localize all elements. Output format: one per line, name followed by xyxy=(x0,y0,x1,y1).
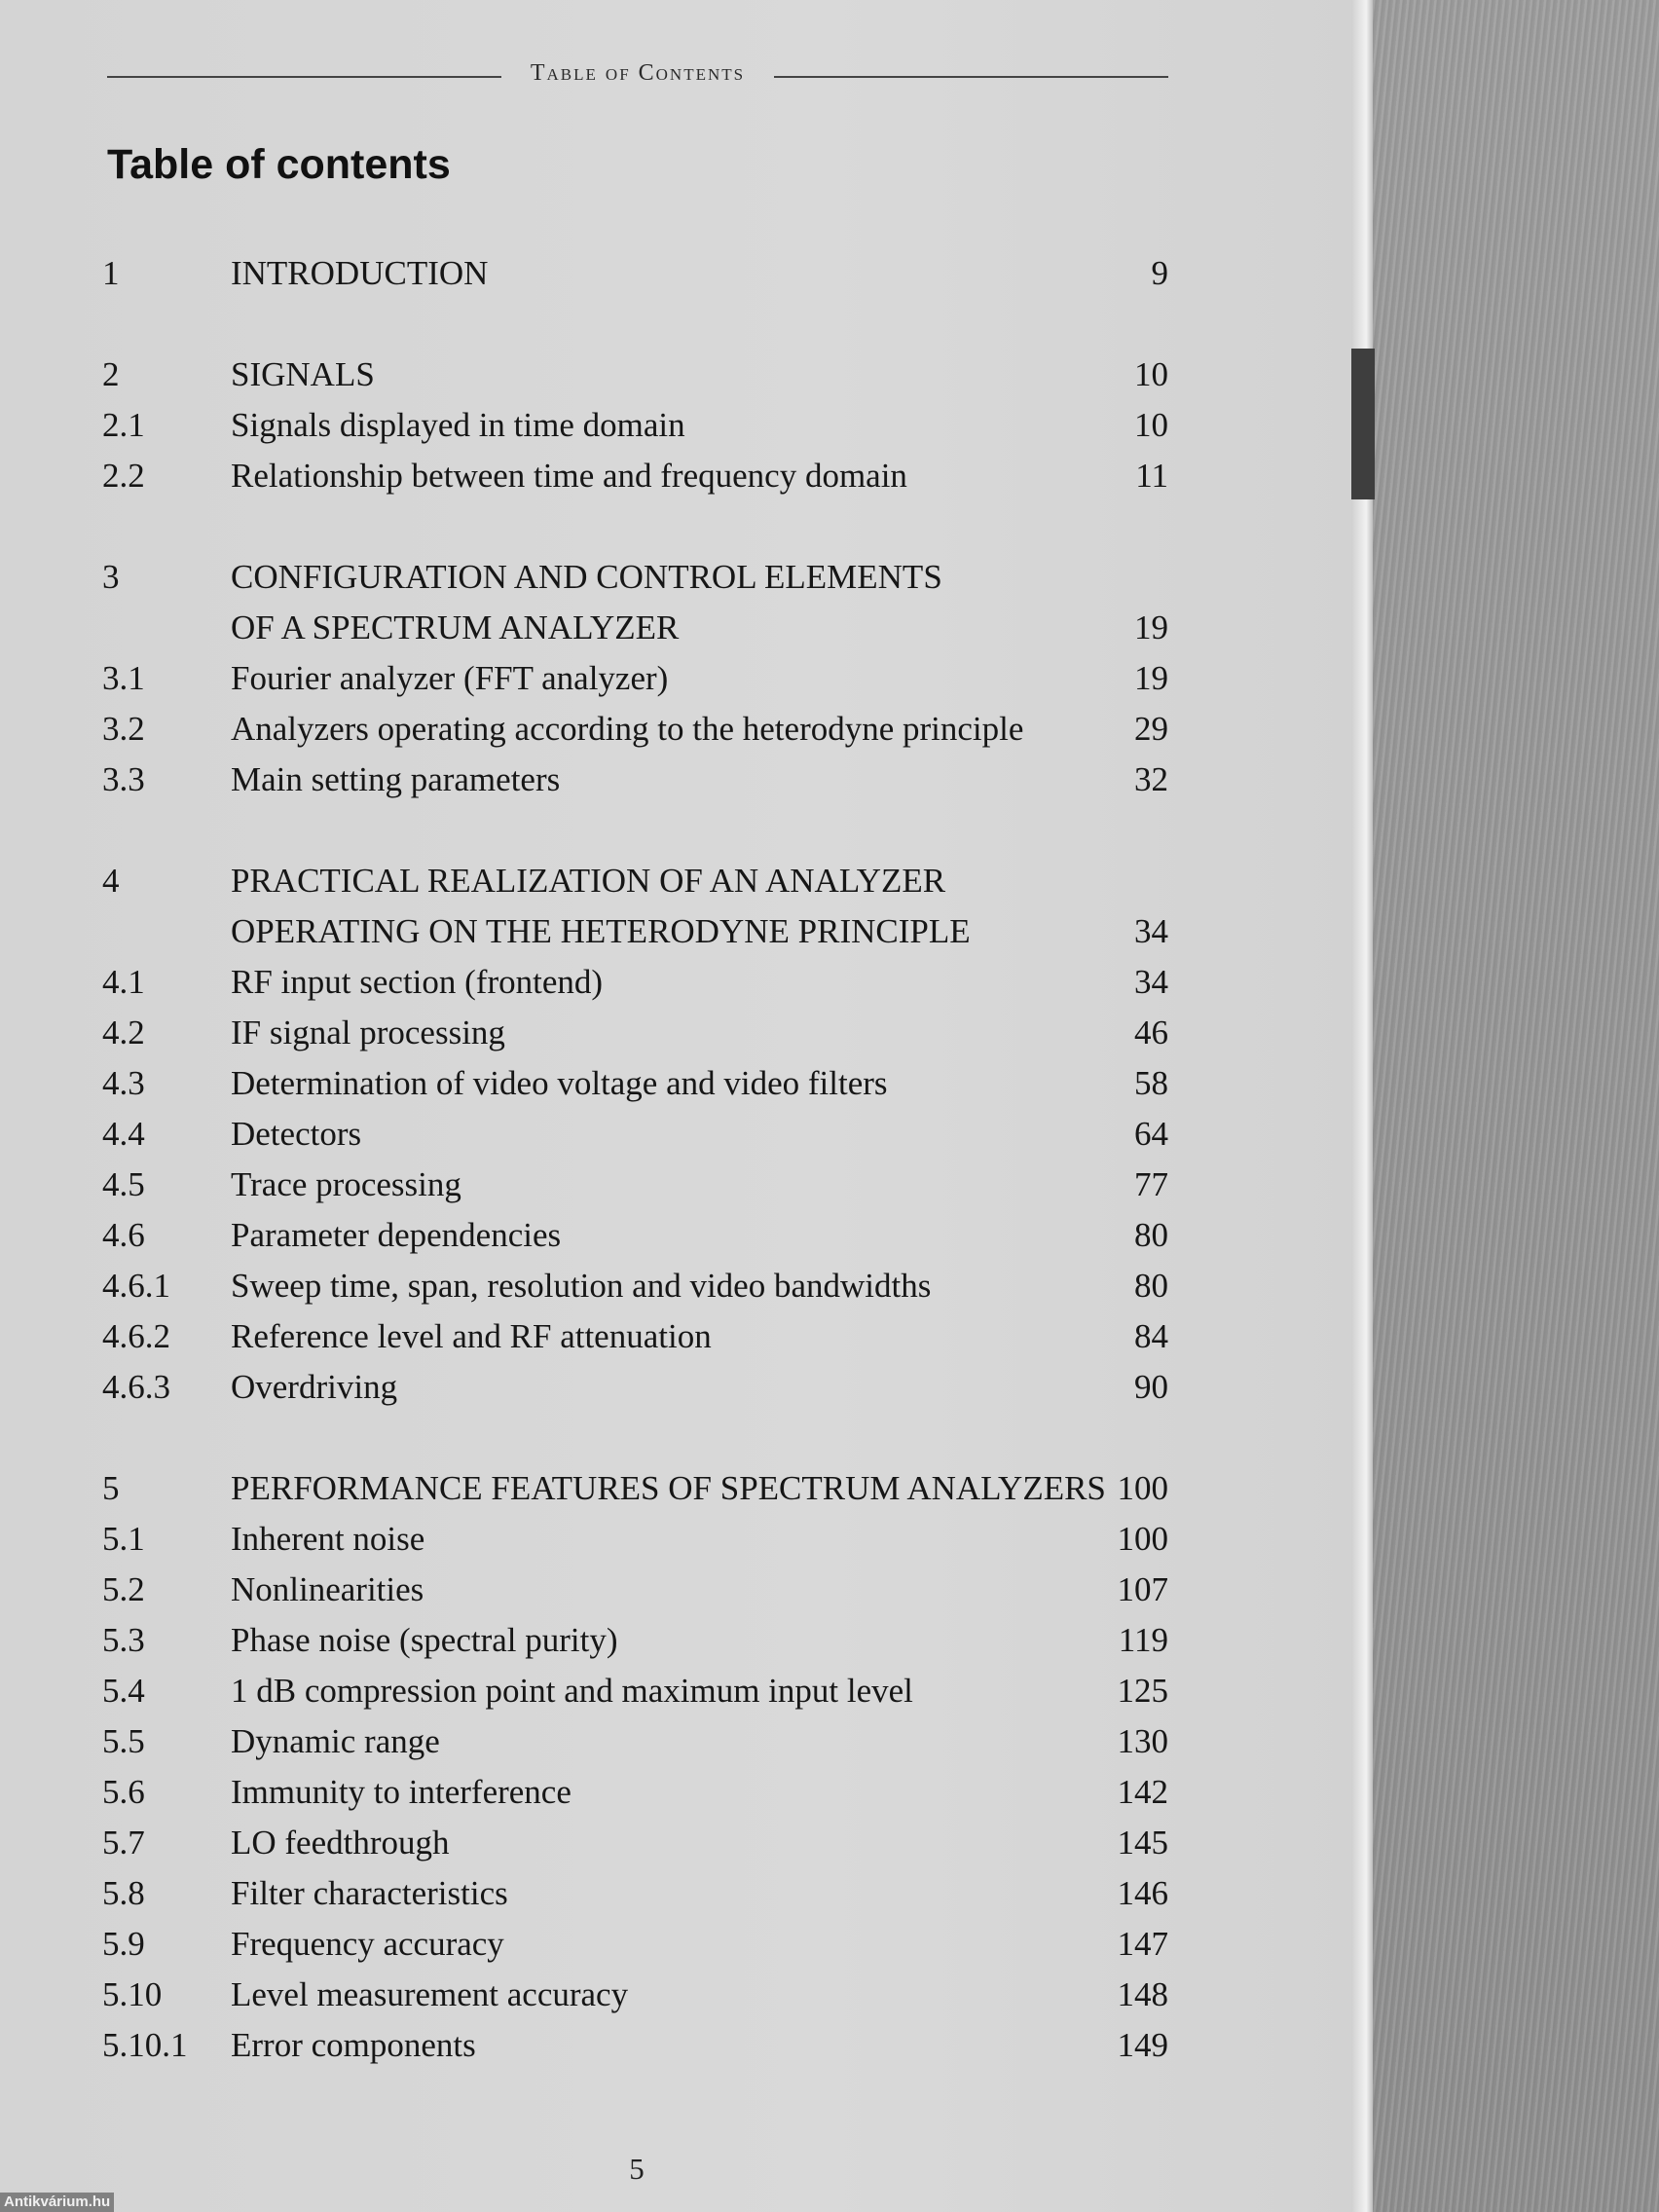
toc-entry xyxy=(102,1919,1168,1970)
toc-entry-number: 5.6 xyxy=(102,1773,145,1811)
toc-entry xyxy=(102,2020,1168,2071)
toc-entry xyxy=(102,1767,1168,1818)
toc-entry-number: 5.8 xyxy=(102,1874,145,1912)
toc-entry xyxy=(102,248,1168,299)
toc-entry-page: 19 xyxy=(1134,659,1168,697)
toc-entry xyxy=(102,451,1168,501)
toc-entry-title: PRACTICAL REALIZATION OF AN ANALYZER xyxy=(231,862,946,900)
toc-entry-title: Nonlinearities xyxy=(231,1570,424,1608)
toc-entry-page: 9 xyxy=(1151,254,1168,292)
toc-entry-title: Filter characteristics xyxy=(231,1874,508,1912)
toc-entry-title: Analyzers operating according to the heterodyne principle xyxy=(231,710,1024,748)
toc-entry-number: 4.1 xyxy=(102,963,145,1001)
toc-entry xyxy=(102,1210,1168,1261)
toc-entry-page: 100 xyxy=(1117,1469,1168,1507)
toc-entry xyxy=(102,603,1168,653)
toc-entry-page: 147 xyxy=(1117,1925,1168,1963)
toc-entry-title: Reference level and RF attenuation xyxy=(231,1317,712,1355)
toc-entry-number: 5.3 xyxy=(102,1621,145,1659)
running-header-title: Table of Contents xyxy=(530,60,746,86)
toc-entry xyxy=(102,1463,1168,1514)
toc-entry-title: OPERATING ON THE HETERODYNE PRINCIPLE xyxy=(231,912,971,950)
toc-entry-page: 11 xyxy=(1135,457,1168,495)
toc-entry-number: 5.7 xyxy=(102,1824,145,1862)
toc-entry-page: 90 xyxy=(1134,1368,1168,1406)
toc-entry xyxy=(102,1311,1168,1362)
page-title: Table of contents xyxy=(107,141,451,188)
toc-entry-number: 4.3 xyxy=(102,1064,145,1102)
toc-entry-number: 3.1 xyxy=(102,659,145,697)
page-edge-tab xyxy=(1351,349,1375,499)
toc-entry-title: Sweep time, span, resolution and video bandwidths xyxy=(231,1267,932,1305)
toc-entry xyxy=(102,1058,1168,1109)
toc-entry-number: 2.2 xyxy=(102,457,145,495)
toc-entry xyxy=(102,1160,1168,1210)
toc-entry xyxy=(102,1716,1168,1767)
toc-entry-title: Level measurement accuracy xyxy=(231,1975,629,2013)
toc-entry-page: 32 xyxy=(1134,760,1168,798)
toc-entry xyxy=(102,755,1168,805)
toc-entry-page: 77 xyxy=(1134,1165,1168,1203)
toc-entry-title: PERFORMANCE FEATURES OF SPECTRUM ANALYZERS xyxy=(231,1469,1106,1507)
toc-entry-title: LO feedthrough xyxy=(231,1824,450,1862)
toc-entry-title: Signals displayed in time domain xyxy=(231,406,685,444)
toc-entry-page: 130 xyxy=(1117,1722,1168,1760)
toc-entry-number: 1 xyxy=(102,254,120,292)
toc-entry-number: 5.10.1 xyxy=(102,2026,188,2064)
toc-entry-number: 4.2 xyxy=(102,1014,145,1051)
toc-entry xyxy=(102,1818,1168,1868)
toc-entry-page: 119 xyxy=(1118,1621,1168,1659)
toc-entry-title: Relationship between time and frequency domain xyxy=(231,457,907,495)
toc-entry-title: Frequency accuracy xyxy=(231,1925,504,1963)
toc-entry xyxy=(102,856,1168,906)
toc-entry-number: 4.4 xyxy=(102,1115,145,1153)
toc-entry-title: CONFIGURATION AND CONTROL ELEMENTS xyxy=(231,558,942,596)
toc-entry-page: 80 xyxy=(1134,1216,1168,1254)
running-header xyxy=(107,60,1168,90)
toc-entry-title: 1 dB compression point and maximum input level xyxy=(231,1672,913,1710)
toc-entry xyxy=(102,1565,1168,1615)
toc-entry-number: 4 xyxy=(102,862,120,900)
toc-entry-number: 2.1 xyxy=(102,406,145,444)
toc-entry-page: 149 xyxy=(1117,2026,1168,2064)
toc-entry-number: 5.5 xyxy=(102,1722,145,1760)
toc-entry-title: INTRODUCTION xyxy=(231,254,489,292)
toc-entry-page: 10 xyxy=(1134,406,1168,444)
toc-entry-page: 46 xyxy=(1134,1014,1168,1051)
header-rule-right xyxy=(774,76,1168,78)
toc-entry-page: 125 xyxy=(1117,1672,1168,1710)
header-rule-left xyxy=(107,76,501,78)
toc-entry xyxy=(102,350,1168,400)
toc-entry-title: Parameter dependencies xyxy=(231,1216,562,1254)
toc-entry-title: Error components xyxy=(231,2026,476,2064)
toc-entry-title: RF input section (frontend) xyxy=(231,963,604,1001)
toc-entry-title: Inherent noise xyxy=(231,1520,425,1558)
toc-entry-number: 4.6.1 xyxy=(102,1267,170,1305)
toc-entry xyxy=(102,552,1168,603)
toc-entry-page: 142 xyxy=(1117,1773,1168,1811)
toc-entry-number: 3 xyxy=(102,558,120,596)
toc-entry xyxy=(102,704,1168,755)
toc-entry xyxy=(102,1868,1168,1919)
toc-entry-title: OF A SPECTRUM ANALYZER xyxy=(231,608,680,646)
toc-entry-number: 5.9 xyxy=(102,1925,145,1963)
toc-entry-page: 64 xyxy=(1134,1115,1168,1153)
page-number: 5 xyxy=(629,2152,645,2186)
toc-entry-page: 100 xyxy=(1117,1520,1168,1558)
toc-entry-title: Overdriving xyxy=(231,1368,398,1406)
toc-entry xyxy=(102,653,1168,704)
toc-entry-title: SIGNALS xyxy=(231,355,375,393)
toc-entry-title: Determination of video voltage and video filters xyxy=(231,1064,888,1102)
watermark-label: Antikvárium.hu xyxy=(0,2193,114,2212)
toc-entry-page: 146 xyxy=(1117,1874,1168,1912)
table-surface xyxy=(1373,0,1659,2212)
toc-entry-page: 58 xyxy=(1134,1064,1168,1102)
toc-entry-number: 3.2 xyxy=(102,710,145,748)
toc-entry xyxy=(102,1261,1168,1311)
toc-entry-title: Trace processing xyxy=(231,1165,461,1203)
toc-entry xyxy=(102,1666,1168,1716)
toc-entry xyxy=(102,1008,1168,1058)
toc-entry-title: Immunity to interference xyxy=(231,1773,571,1811)
toc-entry-page: 107 xyxy=(1117,1570,1168,1608)
toc-entry-number: 4.5 xyxy=(102,1165,145,1203)
toc-entry-title: IF signal processing xyxy=(231,1014,505,1051)
toc-entry xyxy=(102,957,1168,1008)
toc-entry xyxy=(102,1615,1168,1666)
toc-entry-title: Main setting parameters xyxy=(231,760,561,798)
toc-entry-number: 5.10 xyxy=(102,1975,163,2013)
toc-entry-number: 5 xyxy=(102,1469,120,1507)
toc-entry xyxy=(102,1514,1168,1565)
toc-entry-title: Fourier analyzer (FFT analyzer) xyxy=(231,659,669,697)
toc-entry-page: 34 xyxy=(1134,912,1168,950)
toc-entry xyxy=(102,1109,1168,1160)
toc-entry-page: 148 xyxy=(1117,1975,1168,2013)
toc-entry xyxy=(102,400,1168,451)
toc-entry-number: 4.6.3 xyxy=(102,1368,170,1406)
toc-entry-page: 34 xyxy=(1134,963,1168,1001)
page-edge xyxy=(1351,0,1373,2212)
toc-entry xyxy=(102,1362,1168,1413)
toc-entry-page: 19 xyxy=(1134,608,1168,646)
toc-entry-page: 80 xyxy=(1134,1267,1168,1305)
toc-entry-page: 84 xyxy=(1134,1317,1168,1355)
toc-entry-title: Dynamic range xyxy=(231,1722,440,1760)
toc-entry-number: 4.6.2 xyxy=(102,1317,170,1355)
toc-entry xyxy=(102,906,1168,957)
toc-entry xyxy=(102,1970,1168,2020)
toc-entry-page: 10 xyxy=(1134,355,1168,393)
toc-entry-number: 5.1 xyxy=(102,1520,145,1558)
toc-entry-number: 4.6 xyxy=(102,1216,145,1254)
toc-entry-page: 29 xyxy=(1134,710,1168,748)
toc-entry-title: Phase noise (spectral purity) xyxy=(231,1621,618,1659)
toc-entry-page: 145 xyxy=(1117,1824,1168,1862)
toc-entry-number: 3.3 xyxy=(102,760,145,798)
toc-entry-number: 5.2 xyxy=(102,1570,145,1608)
toc-entry-title: Detectors xyxy=(231,1115,362,1153)
toc-entry-number: 2 xyxy=(102,355,120,393)
toc-entry-number: 5.4 xyxy=(102,1672,145,1710)
